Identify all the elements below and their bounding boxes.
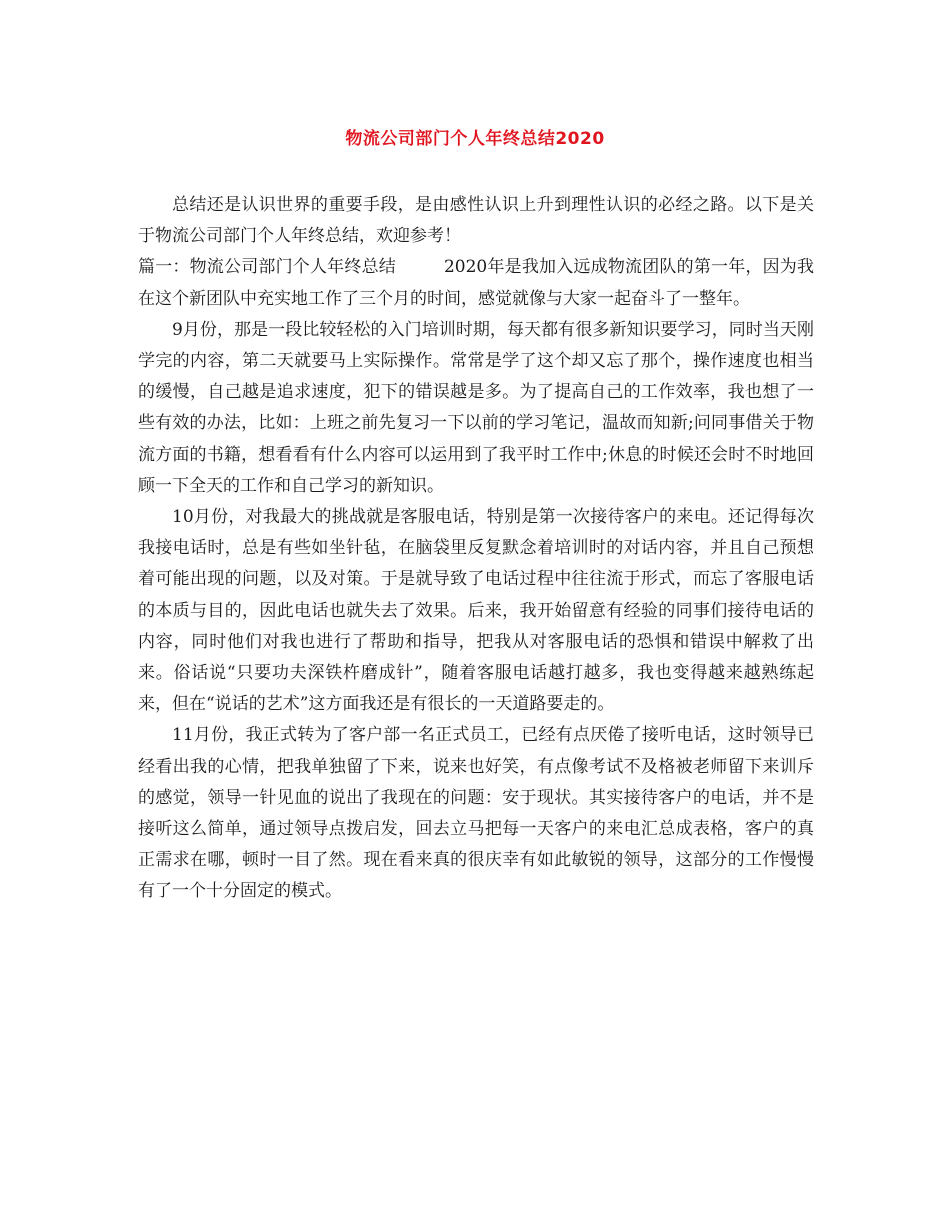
intro-paragraph: 总结还是认识世界的重要手段，是由感性认识上升到理性认识的必经之路。以下是关于物流公司部门个人年终总结，欢迎参考！ [138, 195, 814, 247]
section-heading: 篇一：物流公司部门个人年终总结 [138, 257, 396, 278]
paragraph-october: 10月份，对我最大的挑战就是客服电话，特别是第一次接待客户的来电。还记得每次我接电话时，总是有些如坐针毡，在脑袋里反复默念着培训时的对话内容，并且自己预想着可能出现的问题，以及对策。于是就导致了电话过程中往往流于形式，而忘了客服电话的本质与目的，因此电话也就失去了效果。后来，我开始留意有经验的同事们接待电话的内容，同时他们对我也进行了帮助和指导，把我从对客服电话的恐惧和错误中解救了出来。俗话说“只要功夫深铁杵磨成针”，随着客服电话越打越多，我也变得越来越熟练起来，但在“说话的艺术”这方面我还是有很长的一天道路要走的。 [138, 507, 814, 715]
section-intro: 2020年是我加入远成物流团队的第一年，因为我在这个新团队中充实地工作了三个月的时间，感觉就像与大家一起奋斗了一整年。 [138, 257, 815, 309]
document-title: 物流公司部门个人年终总结2020 [345, 129, 605, 149]
paragraph-september: 9月份，那是一段比较轻松的入门培训时期，每天都有很多新知识要学习，同时当天刚学完的内容，第二天就要马上实际操作。常常是学了这个却又忘了那个，操作速度也相当的缓慢，自己越是追求速度，犯下的错误越是多。为了提高自己的工作效率，我也想了一些有效的办法，比如：上班之前先复习一下以前的学习笔记，温故而知新;问同事借关于物流方面的书籍，想看看有什么内容可以运用到了我平时工作中;休息的时候还会时不时地回顾一下全天的工作和自己学习的新知识。 [138, 319, 814, 496]
paragraph-november: 11月份，我正式转为了客户部一名正式员工，已经有点厌倦了接听电话，这时领导已经看出我的心情，把我单独留了下来，说来也好笑，有点像考试不及格被老师留下来训斥的感觉，领导一针见血的说出了我现在的问题：安于现状。其实接待客户的电话，并不是接听这么简单，通过领导点拨启发，回去立马把每一天客户的来电汇总成表格，客户的真正需求在哪，顿时一目了然。现在看来真的很庆幸有如此敏锐的领导，这部分的工作慢慢有了一个十分固定的模式。 [138, 725, 814, 902]
document-body [138, 190, 814, 908]
section-paragraph [138, 252, 814, 314]
